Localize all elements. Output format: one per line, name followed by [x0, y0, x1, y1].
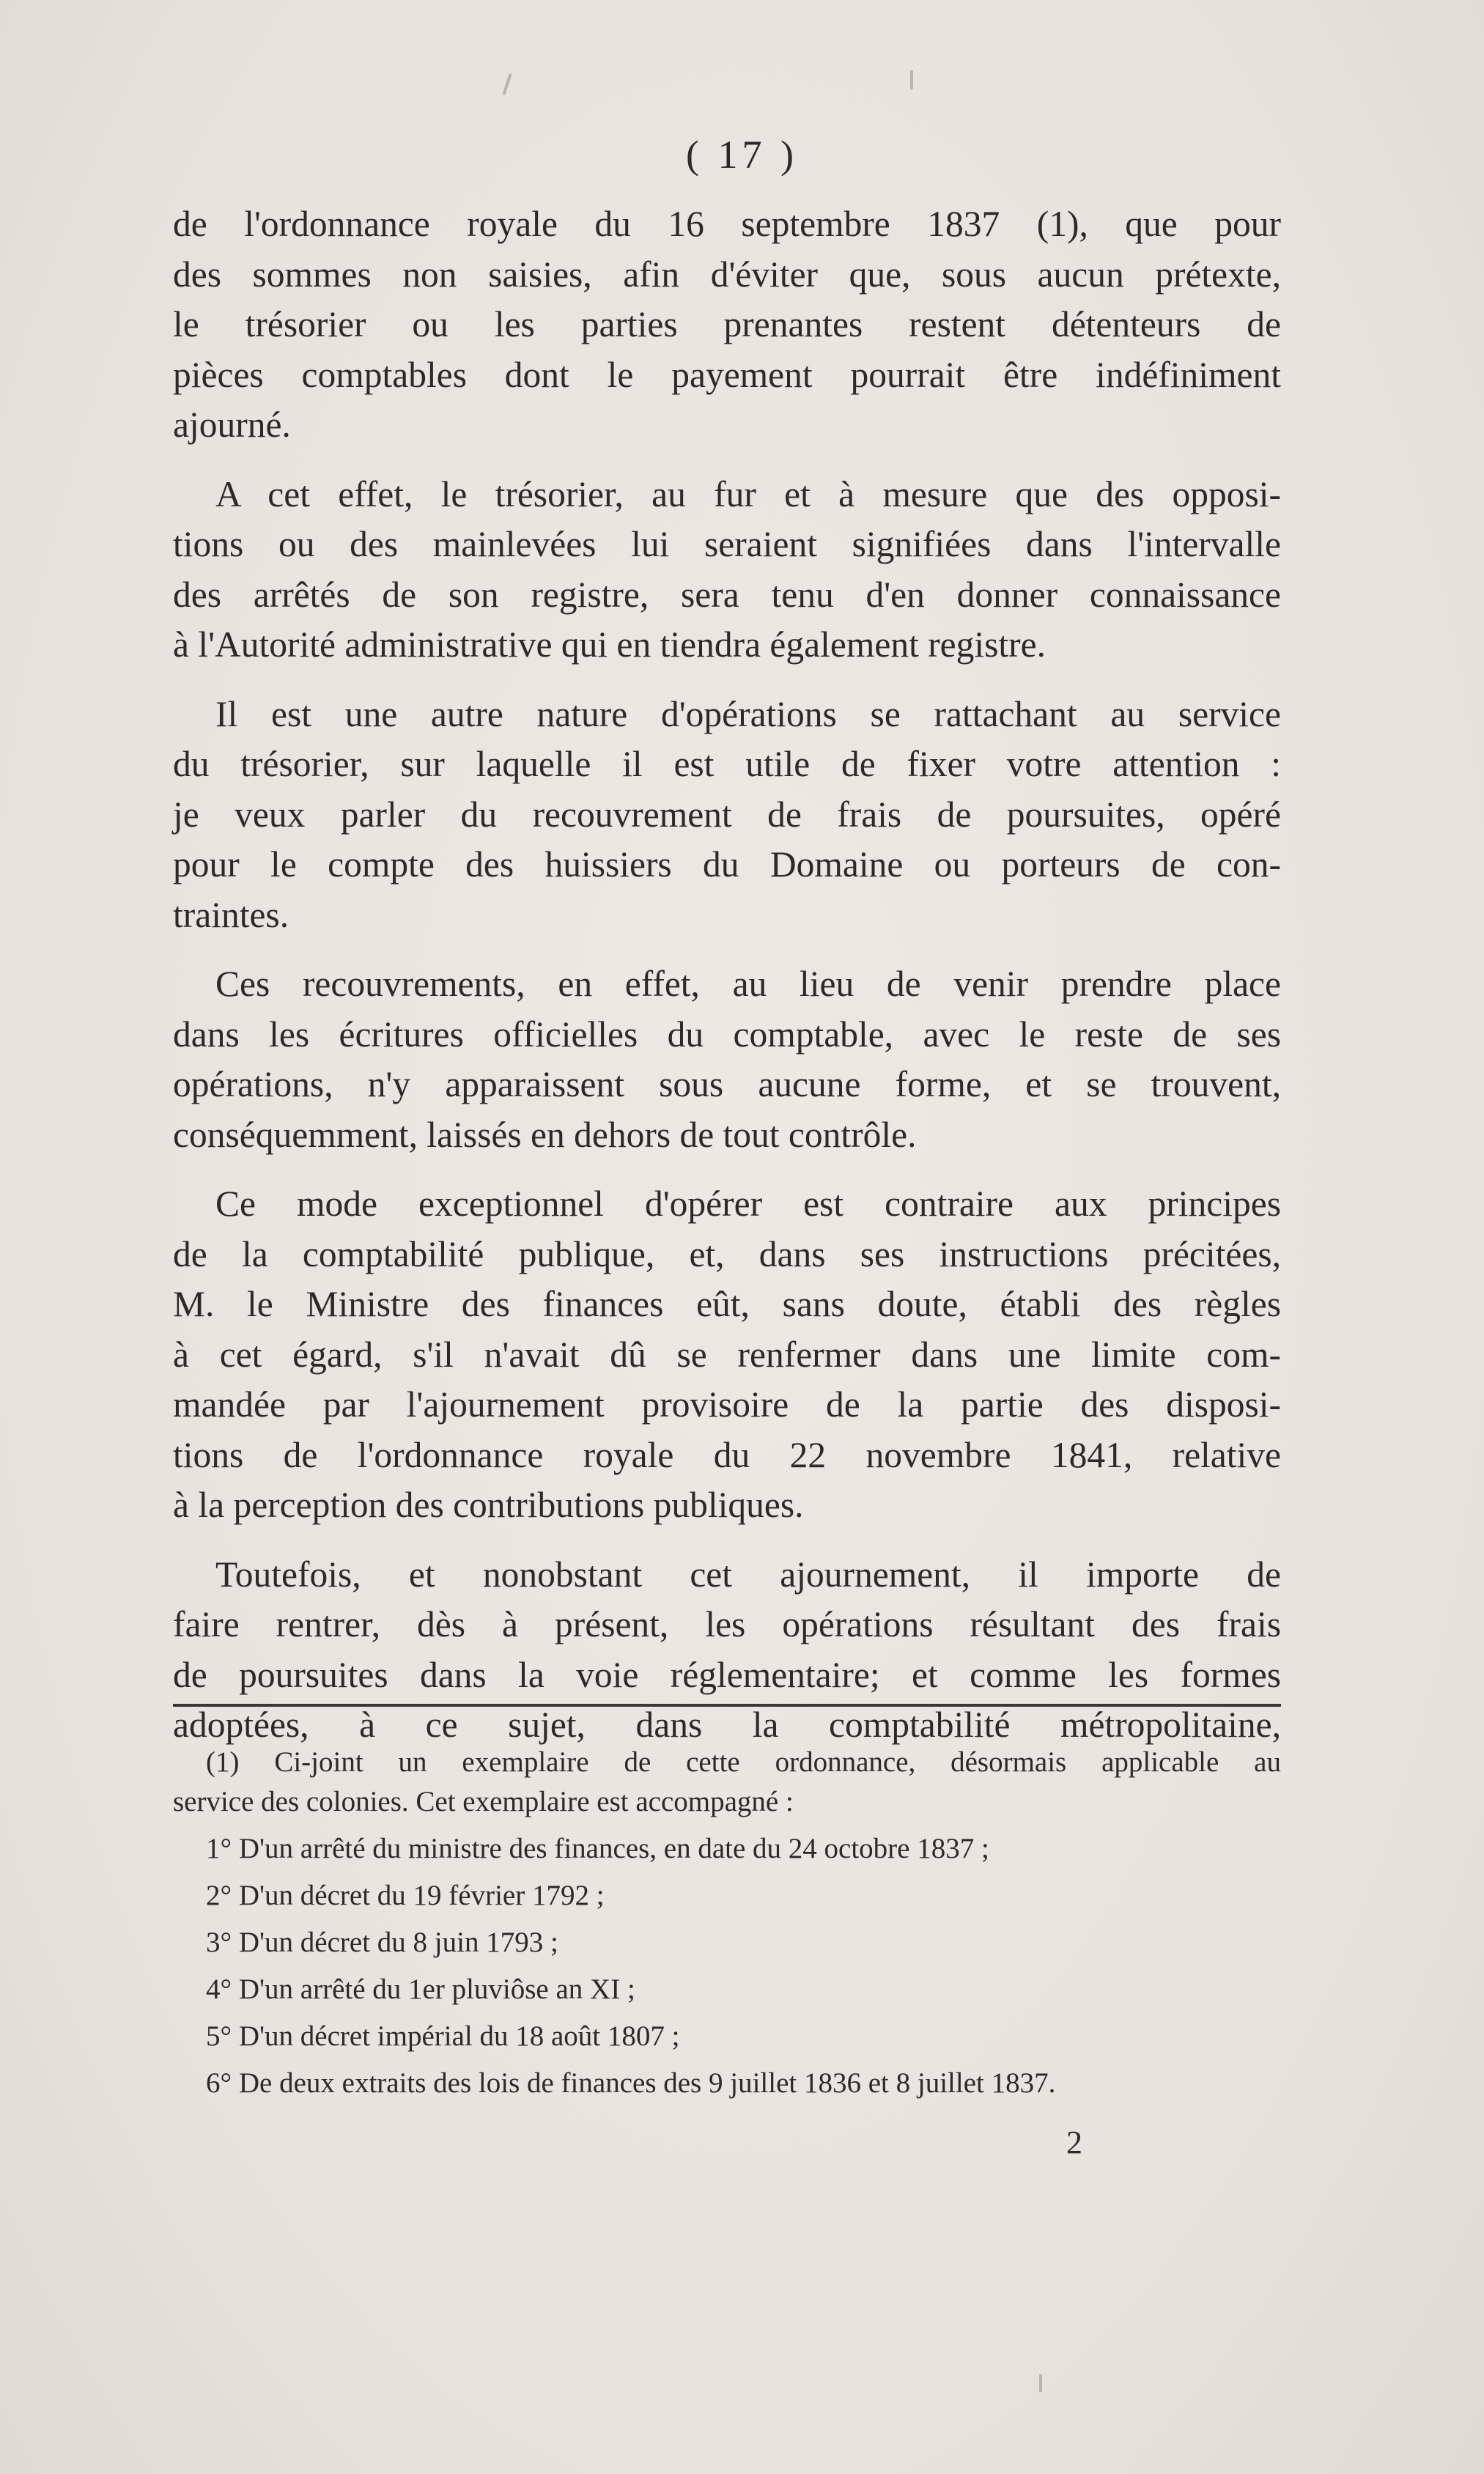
- text-line: dans les écritures officielles du comptable, avec le reste de ses: [173, 1013, 1281, 1055]
- text-line: à l'Autorité administrative qui en tiendra également registre.: [173, 624, 1046, 665]
- text-line: tions de l'ordonnance royale du 22 novembre 1841, relative: [173, 1434, 1281, 1475]
- footnote-item: 6° De deux extraits des lois de finances des 9 juillet 1836 et 8 juillet 1837.: [206, 2067, 1056, 2099]
- text-line: des arrêtés de son registre, sera tenu d'en donner connaissance: [173, 574, 1281, 615]
- text-line: ajourné.: [173, 405, 291, 445]
- paragraph: [173, 1179, 1281, 1531]
- text-line: le trésorier ou les parties prenantes restent détenteurs de: [173, 304, 1281, 344]
- text-line: M. le Ministre des finances eût, sans doute, établi des règles: [173, 1284, 1281, 1324]
- ink-mark: [910, 70, 913, 89]
- footnote-rule: [173, 1704, 1281, 1707]
- text-line: à cet égard, s'il n'avait dû se renfermer dans une limite com-: [173, 1334, 1281, 1375]
- text-line: conséquemment, laissés en dehors de tout contrôle.: [173, 1114, 917, 1155]
- text-line: traintes.: [173, 894, 289, 935]
- paragraph: [173, 959, 1281, 1160]
- ink-mark: [502, 73, 512, 95]
- text-line: je veux parler du recouvrement de frais de poursuites, opéré: [173, 794, 1281, 835]
- text-line: faire rentrer, dès à présent, les opérations résultant des frais: [173, 1604, 1281, 1644]
- text-line: Ces recouvrements, en effet, au lieu de venir prendre place: [215, 964, 1281, 1004]
- footnote-item: 2° D'un décret du 19 février 1792 ;: [206, 1880, 605, 1911]
- text-line: Ce mode exceptionnel d'opérer est contraire aux principes: [215, 1184, 1281, 1224]
- paragraph: [173, 690, 1281, 941]
- text-line: à la perception des contributions publiques.: [173, 1485, 804, 1525]
- text-line: adoptées, à ce sujet, dans la comptabilité métropolitaine,: [173, 1705, 1281, 1745]
- text-line: pièces comptables dont le payement pourrait être indéfiniment: [173, 354, 1281, 395]
- paragraph: [173, 1550, 1281, 1751]
- page-number: ( 17 ): [686, 133, 798, 177]
- text-line: de l'ordonnance royale du 16 septembre 1837 (1), que pour: [173, 204, 1281, 244]
- text-line: Il est une autre nature d'opérations se rattachant au service: [215, 693, 1281, 734]
- body-text: [173, 199, 1281, 1770]
- footnote-line: service des colonies. Cet exemplaire est accompagné :: [173, 1786, 794, 1817]
- text-line: du trésorier, sur laquelle il est utile de fixer votre attention :: [173, 744, 1281, 784]
- footnote-item: 5° D'un décret impérial du 18 août 1807 ;: [206, 2020, 680, 2052]
- text-line: de poursuites dans la voie réglementaire; et comme les formes: [173, 1654, 1281, 1695]
- text-line: A cet effet, le trésorier, au fur et à mesure que des opposi-: [215, 473, 1281, 514]
- paragraph: [173, 470, 1281, 671]
- footnote-intro: [173, 1743, 1281, 1822]
- text-line: opérations, n'y apparaissent sous aucune forme, et se trouvent,: [173, 1064, 1281, 1104]
- footnotes: [173, 1743, 1281, 2103]
- footnote-item: 4° D'un arrêté du 1er pluviôse an XI ;: [206, 1973, 635, 2005]
- text-line: Toutefois, et nonobstant cet ajournement, il importe de: [215, 1554, 1281, 1595]
- text-line: tions ou des mainlevées lui seraient signifiées dans l'intervalle: [173, 524, 1281, 564]
- footnote-item: 1° D'un arrêté du ministre des finances, en date du 24 octobre 1837 ;: [206, 1833, 989, 1864]
- text-line: mandée par l'ajournement provisoire de la partie des disposi-: [173, 1384, 1281, 1425]
- text-line: des sommes non saisies, afin d'éviter que, sous aucun prétexte,: [173, 254, 1281, 295]
- footnote-line: (1) Ci-joint un exemplaire de cette ordonnance, désormais applicable au: [206, 1746, 1281, 1778]
- text-line: pour le compte des huissiers du Domaine ou porteurs de con-: [173, 844, 1281, 885]
- text-line: de la comptabilité publique, et, dans ses instructions précitées,: [173, 1233, 1281, 1274]
- footnote-item: 3° D'un décret du 8 juin 1793 ;: [206, 1927, 558, 1958]
- signature-mark: 2: [1066, 2124, 1082, 2160]
- ink-mark: [1039, 2374, 1042, 2392]
- paragraph: [173, 199, 1281, 451]
